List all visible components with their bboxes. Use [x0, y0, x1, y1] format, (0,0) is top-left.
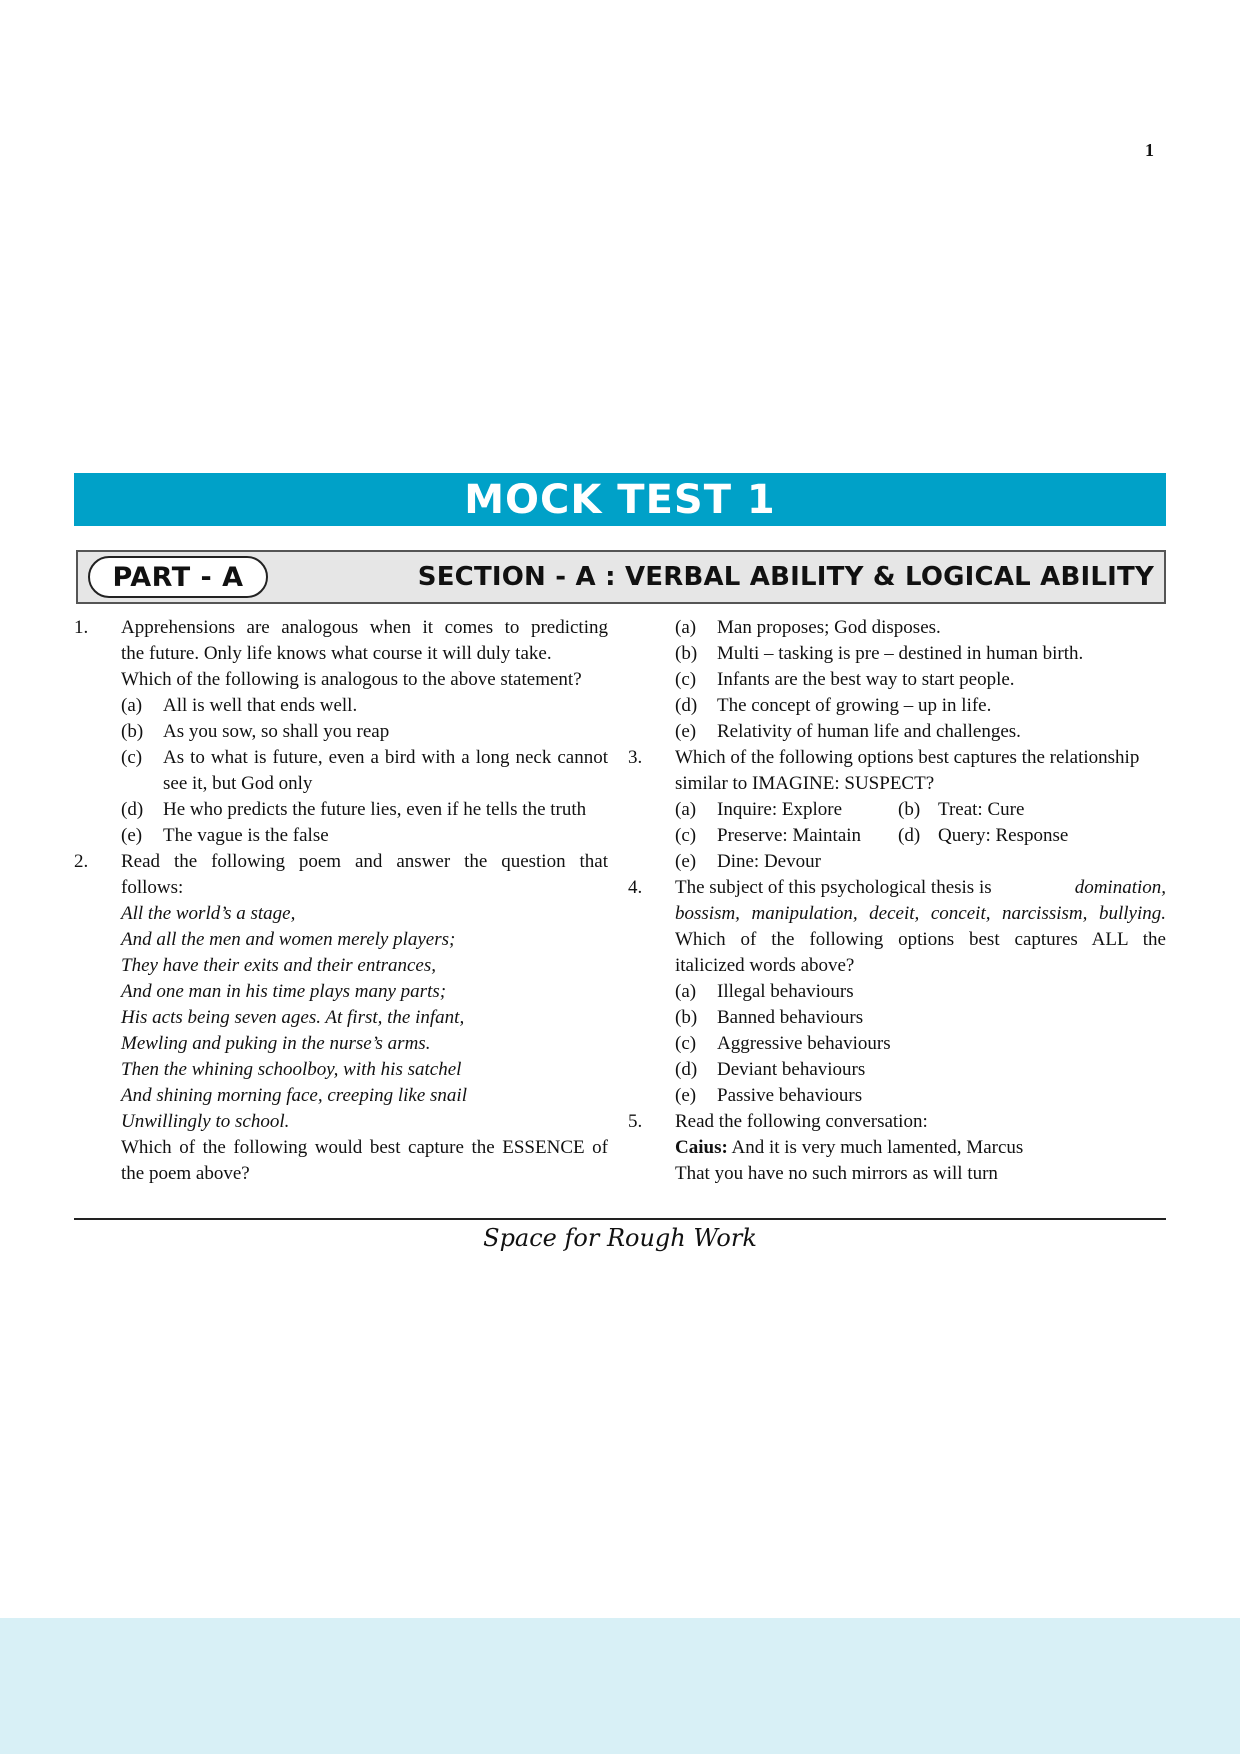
question-text: Which of the following options best captures the relationship	[675, 747, 1140, 768]
option-text: He who predicts the future lies, even if he tells the truth	[163, 799, 587, 820]
option-label: (d)	[675, 695, 698, 716]
question-number: 4.	[628, 877, 643, 898]
option	[628, 1083, 1166, 1109]
option-label: (a)	[121, 695, 143, 716]
mock-test-title: MOCK TEST 1	[74, 473, 1166, 526]
question-text	[675, 875, 1166, 901]
option-text: The vague is the false	[163, 825, 329, 846]
question-1	[74, 615, 608, 641]
option-row	[628, 823, 1166, 849]
option-label: (a)	[675, 981, 697, 1002]
option-label: (e)	[675, 1085, 697, 1106]
option-text: Inquire: Explore	[717, 799, 843, 820]
option-label: (b)	[898, 799, 921, 820]
speaker-name: Caius:	[675, 1137, 728, 1158]
question-4	[628, 875, 1166, 901]
option	[74, 797, 608, 823]
option-text: Relativity of human life and challenges.	[717, 721, 1021, 742]
question-number: 5.	[628, 1111, 643, 1132]
page-number: 1	[1145, 140, 1154, 160]
question-5	[628, 1109, 1166, 1135]
poem-line: Then the whining schoolboy, with his satchel	[121, 1059, 462, 1080]
rough-work-divider	[74, 1218, 1166, 1220]
option-text: Preserve: Maintain	[717, 825, 862, 846]
option-label: (d)	[675, 1059, 698, 1080]
question-number: 2.	[74, 851, 89, 872]
speech-text: And it is very much lamented, Marcus	[731, 1137, 1024, 1158]
poem-line: Unwillingly to school.	[121, 1111, 290, 1132]
question-text: the future. Only life knows what course it will duly take.	[121, 643, 552, 664]
poem-line: Mewling and puking in the nurse’s arms.	[121, 1033, 431, 1054]
option	[628, 849, 1166, 875]
part-label: PART - A	[88, 556, 268, 598]
option	[628, 667, 1166, 693]
option	[74, 823, 608, 849]
option-label: (d)	[121, 799, 144, 820]
option-text: All is well that ends well.	[163, 695, 358, 716]
speech-text: That you have no such mirrors as will turn	[675, 1163, 998, 1184]
poem-line: All the world’s a stage,	[121, 903, 296, 924]
option	[628, 615, 1166, 641]
option-text: The concept of growing – up in life.	[717, 695, 992, 716]
question-3	[628, 745, 1166, 771]
question-text: Which of the following is analogous to the above statement?	[121, 669, 582, 690]
option-text: see it, but God only	[163, 773, 313, 794]
rough-work-label: Space for Rough Work	[483, 1224, 757, 1252]
poem-line: They have their exits and their entrances,	[121, 955, 437, 976]
question-text-italic: domination,	[1074, 877, 1166, 898]
question-text: Read the following conversation:	[675, 1111, 928, 1132]
section-title: SECTION - A : VERBAL ABILITY & LOGICAL ABILITY	[417, 562, 1154, 592]
question-text: follows:	[121, 877, 184, 898]
option-text: As to what is future, even a bird with a long neck cannot	[163, 747, 608, 768]
question-number: 3.	[628, 747, 643, 768]
question-text: Which of the following would best capture the ESSENCE of	[121, 1137, 608, 1158]
option-label: (d)	[898, 825, 921, 846]
option-text: Aggressive behaviours	[717, 1033, 891, 1054]
option	[628, 641, 1166, 667]
option-label: (b)	[121, 721, 144, 742]
option-label: (a)	[675, 799, 697, 820]
option	[628, 719, 1166, 745]
option-label: (e)	[675, 851, 697, 872]
question-number: 1.	[74, 617, 89, 638]
option-label: (e)	[121, 825, 143, 846]
poem-line: And shining morning face, creeping like snail	[121, 1085, 467, 1106]
poem-line: And one man in his time plays many parts;	[121, 981, 447, 1002]
footer-band	[0, 1618, 1240, 1754]
question-text: Apprehensions are analogous when it comes to predicting	[121, 617, 608, 638]
right-column	[628, 615, 1166, 1187]
option-text: Banned behaviours	[717, 1007, 864, 1028]
option-label: (b)	[675, 1007, 698, 1028]
option-label: (a)	[675, 617, 697, 638]
option-label: (e)	[675, 721, 697, 742]
option	[628, 1031, 1166, 1057]
option	[74, 719, 608, 745]
option-text: Man proposes; God disposes.	[717, 617, 941, 638]
option-text: Multi – tasking is pre – destined in human birth.	[717, 643, 1084, 664]
poem-line: And all the men and women merely players;	[121, 929, 456, 950]
option-label: (b)	[675, 643, 698, 664]
option	[74, 745, 608, 771]
poem-line: His acts being seven ages. At first, the infant,	[121, 1007, 465, 1028]
question-text: Read the following poem and answer the question that	[121, 851, 608, 872]
question-2	[74, 849, 608, 875]
question-text: the poem above?	[121, 1163, 250, 1184]
option	[628, 693, 1166, 719]
option-label: (c)	[121, 747, 143, 768]
question-text-plain: The subject of this psychological thesis is	[675, 877, 992, 898]
conversation-line	[675, 1135, 1023, 1161]
question-text: similar to IMAGINE: SUSPECT?	[675, 773, 935, 794]
option-text: Treat: Cure	[938, 799, 1025, 820]
option-text: Query: Response	[938, 825, 1069, 846]
left-column	[74, 615, 608, 1187]
option-text: Illegal behaviours	[717, 981, 854, 1002]
option	[628, 1005, 1166, 1031]
option-text: Dine: Devour	[717, 851, 821, 872]
option	[74, 693, 608, 719]
option-label: (c)	[675, 825, 697, 846]
question-text: Which of the following options best captures ALL the	[675, 929, 1166, 950]
option-label: (c)	[675, 1033, 697, 1054]
option-label: (c)	[675, 669, 697, 690]
option-text: Passive behaviours	[717, 1085, 863, 1106]
question-text: italicized words above?	[675, 955, 855, 976]
option-text: As you sow, so shall you reap	[163, 721, 390, 742]
option-text: Infants are the best way to start people.	[717, 669, 1015, 690]
option	[628, 979, 1166, 1005]
question-text-italic: bossism, manipulation, deceit, conceit, narcissism, bullying.	[675, 903, 1166, 924]
option-row	[628, 797, 1166, 823]
section-band	[76, 550, 1166, 604]
option	[628, 1057, 1166, 1083]
option-text: Deviant behaviours	[717, 1059, 866, 1080]
